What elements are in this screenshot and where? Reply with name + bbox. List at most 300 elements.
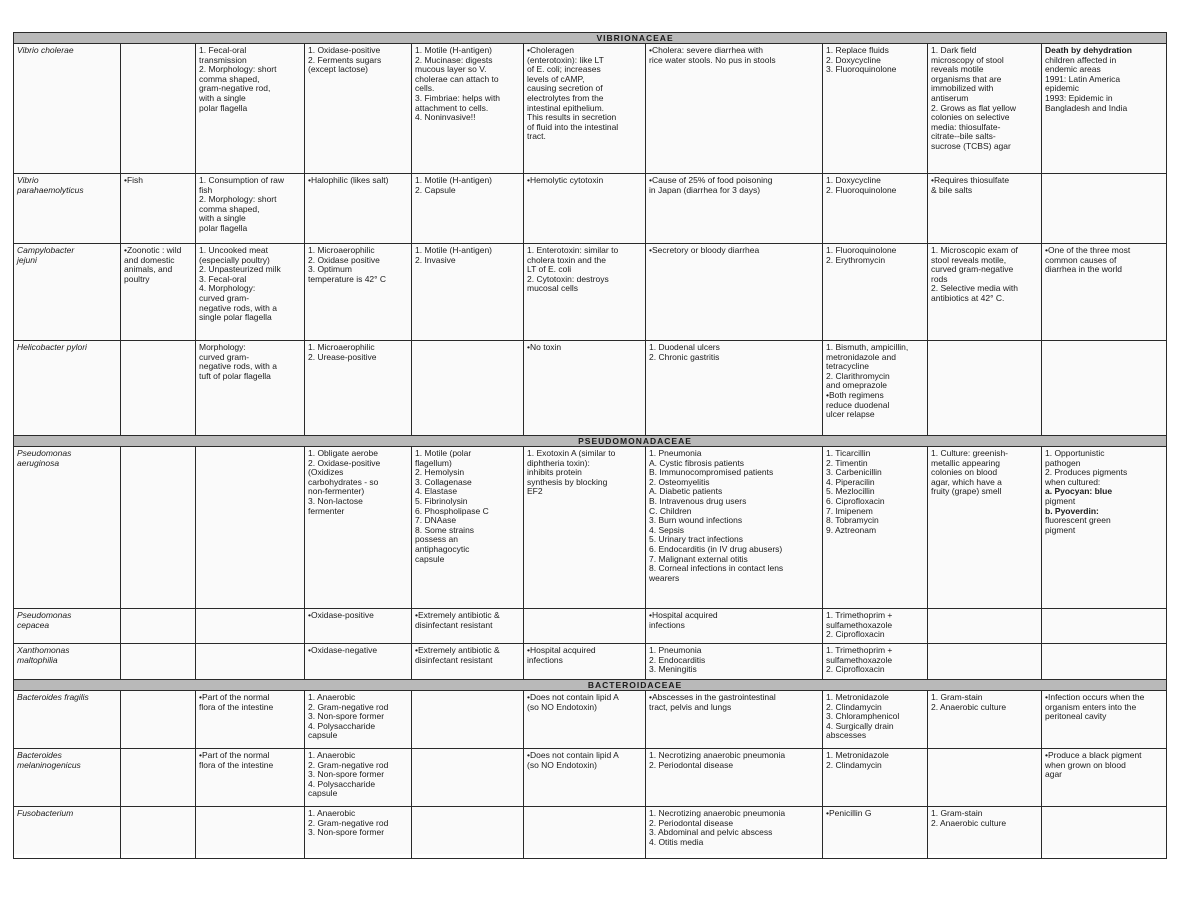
reservoir-cell — [121, 174, 196, 244]
cell-line: Helicobacter pylori — [17, 342, 87, 352]
laboratory-diagnosis-cell — [928, 174, 1042, 244]
cell-line: cells. — [415, 83, 435, 94]
cell-line: curved gram-negative — [931, 264, 1014, 275]
toxin-cell — [524, 807, 646, 859]
cell-line: parahaemolyticus — [17, 184, 84, 195]
cell-line: 3. Burn wound infections — [649, 515, 743, 526]
cell-line: •Infection occurs when the — [1045, 692, 1145, 702]
cell-line: organisms that are — [931, 73, 1002, 84]
cell-line: Pseudomonas — [17, 448, 72, 458]
reservoir-cell — [121, 244, 196, 341]
cell-line: 2. Periodontal disease — [649, 817, 734, 828]
cell-line: maltophilia — [17, 654, 58, 665]
cell-line: •Choleragen — [527, 45, 574, 55]
cell-line: metronidazole and — [826, 351, 896, 362]
organism-cell — [14, 691, 121, 749]
cell-line: 1. Obligate aerobe — [308, 448, 378, 458]
cell-line: EF2 — [527, 486, 543, 497]
cell-line: 1. Motile (H-antigen) — [415, 45, 493, 55]
clinical-disease-cell — [646, 749, 823, 807]
physiology-cell — [305, 244, 412, 341]
cell-line: •Part of the normal — [199, 750, 270, 760]
virulence-factors-cell — [412, 644, 524, 680]
toxin-cell — [524, 749, 646, 807]
treatment-cell — [823, 447, 928, 609]
cell-line: comma shaped, — [199, 73, 260, 84]
cell-line: 2. Ferments sugars — [308, 54, 382, 65]
organism-cell — [14, 341, 121, 436]
transmission-cell — [196, 244, 305, 341]
cell-line: flora of the intestine — [199, 701, 274, 712]
organism-cell — [14, 644, 121, 680]
cell-line: 4. Sepsis — [649, 524, 684, 535]
cell-line: 3. Fecal-oral — [199, 273, 247, 284]
cell-line: This results in secretion — [527, 112, 617, 123]
laboratory-diagnosis-cell — [928, 44, 1042, 174]
cell-line: 1. Doxycycline — [826, 175, 881, 185]
cell-line: Pseudomonas — [17, 610, 72, 620]
cell-line: 8. Some strains — [415, 524, 475, 535]
notes-cell — [1042, 749, 1167, 807]
cell-line: fluorescent green — [1045, 515, 1111, 526]
cell-line: •Fish — [124, 175, 144, 185]
cell-line: •Oxidase-negative — [308, 645, 378, 655]
physiology-cell — [305, 174, 412, 244]
cell-line: gram-negative rod, — [199, 83, 271, 94]
cell-line: •Requires thiosulfate — [931, 175, 1010, 185]
cell-line: 7. Imipenem — [826, 505, 873, 516]
cell-line: B. Immunocompromised patients — [649, 467, 774, 478]
cell-line: 2. Timentin — [826, 457, 868, 468]
treatment-cell — [823, 341, 928, 436]
cell-line: Fusobacterium — [17, 808, 74, 818]
cell-line: B. Intravenous drug users — [649, 495, 747, 506]
treatment-cell — [823, 44, 928, 174]
notes-cell — [1042, 174, 1167, 244]
cell-line: antiphagocytic — [415, 543, 470, 554]
cell-line: 1. Metronidazole — [826, 692, 889, 702]
physiology-cell — [305, 44, 412, 174]
notes-cell — [1042, 691, 1167, 749]
cell-line: •Oxidase-positive — [308, 610, 374, 620]
cell-line: 3. Collagenase — [415, 476, 472, 487]
cell-line: 8. Tobramycin — [826, 515, 879, 526]
organism-cell — [14, 609, 121, 644]
table-row — [14, 691, 1167, 749]
laboratory-diagnosis-cell — [928, 447, 1042, 609]
cell-line: 1. Exotoxin A (similar to — [527, 448, 616, 458]
cell-line: a. Pyocyan: blue — [1045, 486, 1113, 497]
cell-line: sulfamethoxazole — [826, 619, 893, 630]
cell-line: •Part of the normal — [199, 692, 270, 702]
cell-line: 1. Anaerobic — [308, 750, 356, 760]
cell-line: 5. Fibrinolysin — [415, 495, 468, 506]
physiology-cell — [305, 691, 412, 749]
cell-line: LT of E. coli — [527, 264, 572, 275]
cell-line: 2. Gram-negative rod — [308, 817, 389, 828]
cell-line: 2. Urease-positive — [308, 351, 377, 362]
cell-line: 4. Polysaccharide — [308, 778, 376, 789]
virulence-factors-cell — [412, 244, 524, 341]
physiology-cell — [305, 807, 412, 859]
cell-line: 1. Duodenal ulcers — [649, 342, 720, 352]
cell-line: melaninogenicus — [17, 759, 81, 770]
organism-cell — [14, 244, 121, 341]
cell-line: 1. Gram-stain — [931, 808, 983, 818]
cell-line: cholerae can attach to — [415, 73, 499, 84]
transmission-cell — [196, 691, 305, 749]
cell-line: 9. Aztreonam — [826, 524, 877, 535]
clinical-disease-cell — [646, 644, 823, 680]
cell-line: disinfectant resistant — [415, 654, 493, 665]
cell-line: 1. Motile (H-antigen) — [415, 175, 493, 185]
cell-line: •Hospital acquired — [527, 645, 596, 655]
cell-line: polar flagella — [199, 102, 248, 113]
toxin-cell — [524, 691, 646, 749]
cell-line: epidemic — [1045, 83, 1080, 94]
cell-line: 1. Necrotizing anaerobic pneumonia — [649, 808, 786, 818]
clinical-disease-cell — [646, 341, 823, 436]
family-name: VIBRIONACEAE — [596, 33, 674, 43]
cell-line: single polar flagella — [199, 312, 272, 323]
laboratory-diagnosis-cell — [928, 341, 1042, 436]
cell-line: Xanthomonas — [17, 645, 70, 655]
treatment-cell — [823, 609, 928, 644]
reservoir-cell — [121, 749, 196, 807]
cell-line: 2. Selective media with — [931, 283, 1018, 294]
bacteria-reference-table — [13, 32, 1166, 854]
virulence-factors-cell — [412, 341, 524, 436]
clinical-disease-cell — [646, 609, 823, 644]
cell-line: non-fermenter) — [308, 486, 365, 497]
cell-line: 1. Motile (H-antigen) — [415, 245, 493, 255]
cell-line: stool reveals motile, — [931, 254, 1007, 265]
cell-line: peritoneal cavity — [1045, 711, 1107, 722]
cell-line: Bacteroides — [17, 750, 62, 760]
reservoir-cell — [121, 341, 196, 436]
cell-line: Bacteroides fragilis — [17, 692, 89, 702]
cell-line: curved gram- — [199, 292, 250, 303]
cell-line: reduce duodenal — [826, 399, 890, 410]
cell-line: 1. Anaerobic — [308, 692, 356, 702]
cell-line: b. Pyoverdin: — [1045, 505, 1099, 516]
cell-line: rods — [931, 273, 948, 284]
reservoir-cell — [121, 609, 196, 644]
cell-line: temperature is 42° C — [308, 273, 387, 284]
cell-line: 1993: Epidemic in — [1045, 92, 1113, 103]
cell-line: •Halophilic (likes salt) — [308, 175, 389, 185]
virulence-factors-cell — [412, 691, 524, 749]
cell-line: carbohydrates - so — [308, 476, 379, 487]
cell-line: 2. Produces pigments — [1045, 467, 1128, 478]
cell-line: Vibrio cholerae — [17, 45, 74, 55]
cell-line: (especially poultry) — [199, 254, 270, 265]
transmission-cell — [196, 44, 305, 174]
cell-line: cepacea — [17, 619, 50, 630]
cell-line: 1. Pneumonia — [649, 448, 702, 458]
table-row — [14, 341, 1167, 436]
toxin-cell — [524, 174, 646, 244]
cell-line: •One of the three most — [1045, 245, 1131, 255]
organism-cell — [14, 749, 121, 807]
cell-line: 2. Fluoroquinolone — [826, 184, 897, 195]
cell-line: 6. Ciprofloxacin — [826, 495, 885, 506]
virulence-factors-cell — [412, 447, 524, 609]
cell-line: 2. Anaerobic culture — [931, 817, 1007, 828]
reservoir-cell — [121, 447, 196, 609]
cell-line: infections — [649, 619, 685, 630]
cell-line: & bile salts — [931, 184, 973, 195]
notes-cell — [1042, 807, 1167, 859]
cell-line: 2. Oxidase positive — [308, 254, 380, 265]
cell-line: 2. Erythromycin — [826, 254, 886, 265]
cell-line: •Extremely antibiotic & — [415, 610, 500, 620]
cell-line: 1. Ticarcillin — [826, 448, 871, 458]
cell-line: •Extremely antibiotic & — [415, 645, 500, 655]
cell-line: •Cholera: severe diarrhea with — [649, 45, 764, 55]
cell-line: pathogen — [1045, 457, 1081, 468]
cell-line: diarrhea in the world — [1045, 264, 1123, 275]
family-header — [14, 680, 1167, 691]
cell-line: 2. Morphology: short — [199, 194, 277, 205]
family-name: BACTEROIDACEAE — [587, 680, 683, 690]
cell-line: intestinal epithelium. — [527, 102, 605, 113]
cell-line: sucrose (TCBS) agar — [931, 140, 1011, 151]
cell-line: 6. Endocarditis (in IV drug abusers) — [649, 543, 783, 554]
toxin-cell — [524, 244, 646, 341]
cell-line: •Does not contain lipid A — [527, 692, 619, 702]
cell-line: •Does not contain lipid A — [527, 750, 619, 760]
toxin-cell — [524, 341, 646, 436]
cell-line: 2. Clindamycin — [826, 759, 882, 770]
toxin-cell — [524, 609, 646, 644]
virulence-factors-cell — [412, 174, 524, 244]
cell-line: rice water stools. No pus in stools — [649, 54, 776, 65]
cell-line: 1. Culture: greenish- — [931, 448, 1009, 458]
notes-cell — [1042, 244, 1167, 341]
cell-line: pigment — [1045, 495, 1076, 506]
table-row — [14, 447, 1167, 609]
laboratory-diagnosis-cell — [928, 644, 1042, 680]
cell-line: 1. Pneumonia — [649, 645, 702, 655]
cell-line: agar, which have a — [931, 476, 1002, 487]
cell-line: 2. Ciprofloxacin — [826, 664, 885, 675]
cell-line: 3. Optimum — [308, 264, 352, 275]
cell-line: 1. Fluoroquinolone — [826, 245, 897, 255]
cell-line: synthesis by blocking — [527, 476, 608, 487]
cell-line: (so NO Endotoxin) — [527, 759, 597, 770]
cell-line: 1. Opportunistic — [1045, 448, 1105, 458]
cell-line: immobilized with — [931, 83, 994, 94]
cell-line: 1. Uncooked meat — [199, 245, 268, 255]
cell-line: with a single — [199, 92, 246, 103]
cell-line: 4. Piperacilin — [826, 476, 875, 487]
cell-line: •Penicillin G — [826, 808, 872, 818]
cell-line: 1. Gram-stain — [931, 692, 983, 702]
cell-line: 1. Fecal-oral — [199, 45, 247, 55]
table-row — [14, 174, 1167, 244]
cell-line: 3. Non-spore former — [308, 769, 385, 780]
cell-line: 1. Replace fluids — [826, 45, 889, 55]
cell-line: tract, pelvis and lungs — [649, 701, 732, 712]
cell-line: 3. Non-lactose — [308, 495, 363, 506]
cell-line: antiserum — [931, 92, 969, 103]
cell-line: endemic areas — [1045, 64, 1101, 75]
clinical-disease-cell — [646, 447, 823, 609]
cell-line: common causes of — [1045, 254, 1117, 265]
cell-line: aeruginosa — [17, 457, 60, 468]
cell-line: 1. Anaerobic — [308, 808, 356, 818]
cell-line: and omeprazole — [826, 380, 887, 391]
family-header-row — [14, 680, 1167, 691]
organism-cell — [14, 447, 121, 609]
cell-line: tuft of polar flagella — [199, 370, 271, 381]
cell-line: 1. Metronidazole — [826, 750, 889, 760]
cell-line: 1. Bismuth, ampicillin, — [826, 342, 909, 352]
cell-line: 2. Capsule — [415, 184, 456, 195]
cell-line: Death by dehydration — [1045, 45, 1132, 55]
cell-line: 2. Mucinase: digests — [415, 54, 493, 65]
cell-line: Vibrio — [17, 175, 39, 185]
notes-cell — [1042, 44, 1167, 174]
cell-line: 7. DNAase — [415, 515, 457, 526]
cell-line: attachment to cells. — [415, 102, 489, 113]
cell-line: A. Diabetic patients — [649, 486, 723, 497]
table-row — [14, 749, 1167, 807]
transmission-cell — [196, 609, 305, 644]
cell-line: mucous layer so V. — [415, 64, 487, 75]
treatment-cell — [823, 749, 928, 807]
family-header — [14, 33, 1167, 44]
cell-line: •Zoonotic : wild — [124, 245, 182, 255]
cell-line: 1. Consumption of raw — [199, 175, 285, 185]
cell-line: 6. Phospholipase C — [415, 505, 489, 516]
cell-line: causing secretion of — [527, 83, 603, 94]
cell-line: sulfamethoxazole — [826, 654, 893, 665]
cell-line: fermenter — [308, 505, 345, 516]
cell-line: 1. Motile (polar — [415, 448, 472, 458]
cell-line: 2. Anaerobic culture — [931, 701, 1007, 712]
cell-line: Morphology: — [199, 342, 246, 352]
cell-line: animals, and — [124, 264, 173, 275]
laboratory-diagnosis-cell — [928, 691, 1042, 749]
cell-line: •Secretory or bloody diarrhea — [649, 245, 760, 255]
reservoir-cell — [121, 44, 196, 174]
cell-line: 5. Urinary tract infections — [649, 534, 744, 545]
cell-line: capsule — [308, 788, 338, 799]
laboratory-diagnosis-cell — [928, 244, 1042, 341]
family-header — [14, 436, 1167, 447]
cell-line: 3. Non-spore former — [308, 827, 385, 838]
cell-line: pigment — [1045, 524, 1076, 535]
organism-cell — [14, 807, 121, 859]
cell-line: •No toxin — [527, 342, 562, 352]
notes-cell — [1042, 644, 1167, 680]
cell-line: tract. — [527, 131, 546, 142]
cell-line: negative rods, with a — [199, 302, 277, 313]
cell-line: 1. Microscopic exam of — [931, 245, 1018, 255]
cell-line: agar — [1045, 769, 1063, 780]
reservoir-cell — [121, 691, 196, 749]
cell-line: 3. Chloramphenicol — [826, 711, 900, 722]
cell-line: 8. Corneal infections in contact lens — [649, 563, 784, 574]
cell-line: 2. Clarithromycin — [826, 370, 890, 381]
cell-line: jejuni — [17, 254, 37, 265]
cell-line: 7. Malignant external otitis — [649, 553, 748, 564]
cell-line: with a single — [199, 213, 246, 224]
cell-line: Bangladesh and India — [1045, 102, 1128, 113]
cell-line: 3. Abdominal and pelvic abscess — [649, 827, 773, 838]
cell-line: 2. Hemolysin — [415, 467, 465, 478]
cell-line: inhibits protein — [527, 467, 582, 478]
cell-line: fruity (grape) smell — [931, 486, 1002, 497]
cell-line: of E. coli; increases — [527, 64, 601, 75]
cell-line: ulcer relapse — [826, 409, 875, 420]
cell-line: when grown on blood — [1045, 759, 1126, 770]
physiology-cell — [305, 644, 412, 680]
cell-line: 2. Grows as flat yellow — [931, 102, 1017, 113]
cell-line: •Cause of 25% of food poisoning — [649, 175, 773, 185]
clinical-disease-cell — [646, 691, 823, 749]
clinical-disease-cell — [646, 807, 823, 859]
cell-line: mucosal cells — [527, 283, 579, 294]
notes-cell — [1042, 341, 1167, 436]
cell-line: 2. Gram-negative rod — [308, 759, 389, 770]
cell-line: 3. Fimbriae: helps with — [415, 92, 501, 103]
cell-line: 3. Fluoroquinolone — [826, 64, 897, 75]
cell-line: 1. Microaerophilic — [308, 245, 375, 255]
cell-line: •Hospital acquired — [649, 610, 718, 620]
cell-line: A. Cystic fibrosis patients — [649, 457, 744, 468]
table-row — [14, 807, 1167, 859]
cell-line: tetracycline — [826, 361, 869, 372]
cell-line: metallic appearing — [931, 457, 1000, 468]
physiology-cell — [305, 341, 412, 436]
cell-line: 1. Microaerophilic — [308, 342, 375, 352]
table-row — [14, 44, 1167, 174]
virulence-factors-cell — [412, 749, 524, 807]
table-row — [14, 644, 1167, 680]
transmission-cell — [196, 447, 305, 609]
cell-line: 5. Mezlocillin — [826, 486, 875, 497]
clinical-disease-cell — [646, 244, 823, 341]
cell-line: 4. Elastase — [415, 486, 458, 497]
cell-line: colonies on blood — [931, 467, 998, 478]
cell-line: 4. Polysaccharide — [308, 720, 376, 731]
cell-line: 2. Endocarditis — [649, 654, 706, 665]
cell-line: 1. Enterotoxin: similar to — [527, 245, 619, 255]
physiology-cell — [305, 609, 412, 644]
cell-line: organism enters into the — [1045, 701, 1137, 712]
cell-line: electrolytes from the — [527, 92, 604, 103]
toxin-cell — [524, 644, 646, 680]
cell-line: wearers — [649, 572, 680, 583]
cell-line: 4. Noninvasive!! — [415, 112, 476, 123]
treatment-cell — [823, 244, 928, 341]
cell-line: 2. Periodontal disease — [649, 759, 734, 770]
cell-line: possess an — [415, 534, 458, 545]
cell-line: •Hemolytic cytotoxin — [527, 175, 604, 185]
organism-cell — [14, 44, 121, 174]
cell-line: 2. Gram-negative rod — [308, 701, 389, 712]
cell-line: curved gram- — [199, 351, 250, 362]
cell-line: abscesses — [826, 730, 867, 741]
notes-cell — [1042, 609, 1167, 644]
family-header-row — [14, 436, 1167, 447]
cell-line: 4. Surgically drain — [826, 720, 894, 731]
cell-line: 2. Oxidase-positive — [308, 457, 381, 468]
cell-line: C. Children — [649, 505, 692, 516]
